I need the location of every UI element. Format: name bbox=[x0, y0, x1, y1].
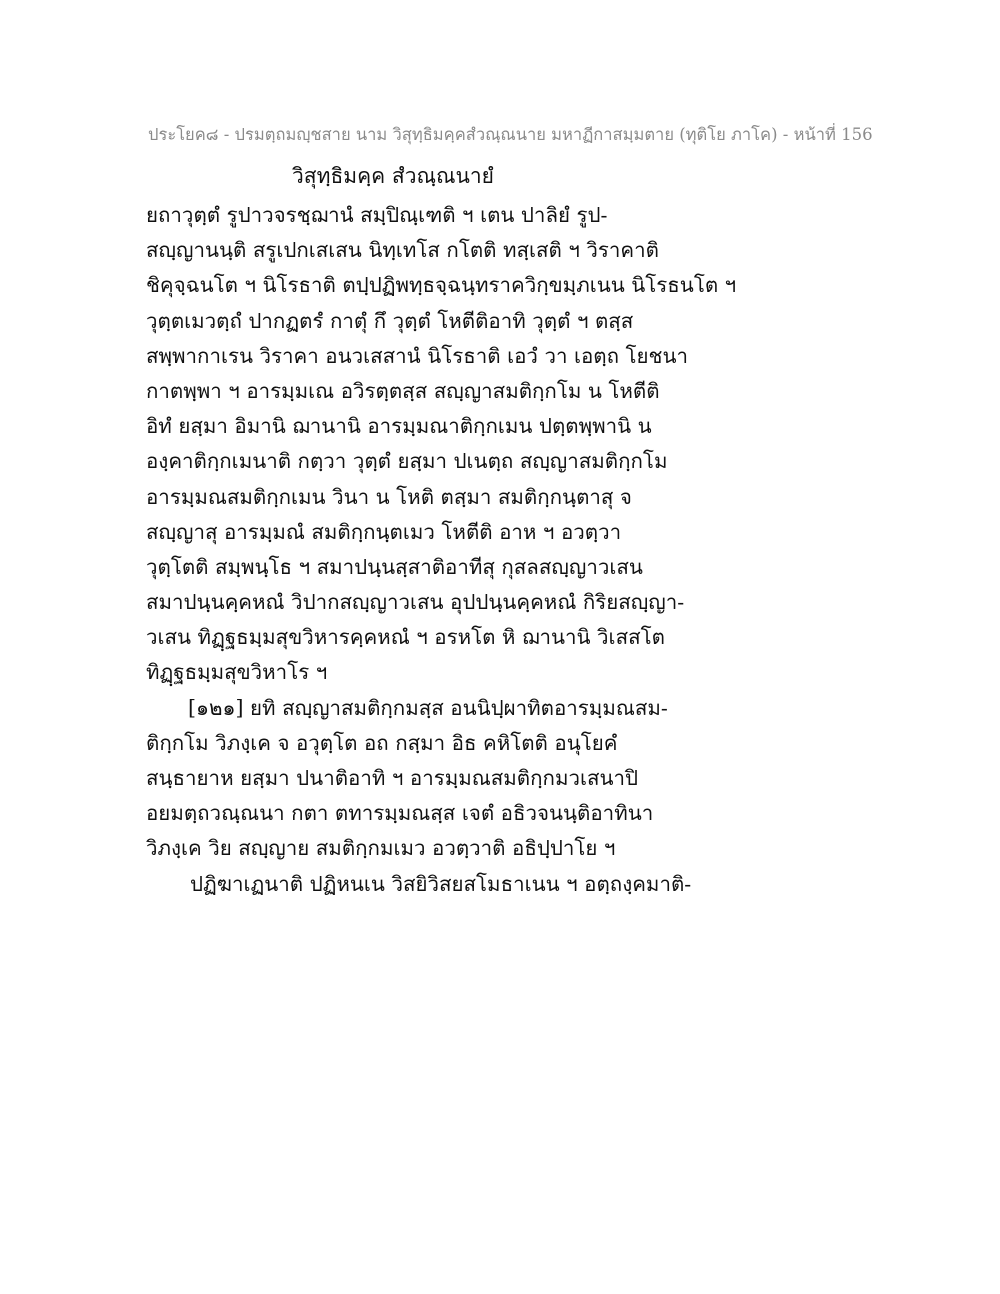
text-line: ยถาวุตฺตํ รูปาวจรชฺฌานํ สมฺปิณฺเฑติ ฯ เตน ปาลิยํ รูป- bbox=[146, 203, 608, 227]
text-line: องฺคาติกฺกเมนาติ กตฺวา วุตฺตํ ยสฺมา ปเนตฺถ สญฺญาสมติกฺกโม bbox=[146, 449, 668, 474]
text-line: ชิคุจฺฉนโต ฯ นิโรธาติ ตปฺปฏิพทฺธจฺฉนฺทราควิกฺขมฺภเนน นิโรธนโต ฯ bbox=[146, 273, 737, 298]
text-line: กาตพฺพา ฯ อารมฺมเณ อวิรตฺตสฺส สญฺญาสมติกฺกโม น โหตีติ bbox=[146, 378, 660, 403]
text-line: ติกฺกโม วิภงฺเค จ อวุตฺโต อถ กสฺมา อิธ คหิโตติ อนุโยคํ bbox=[146, 730, 618, 755]
text-line: วุตฺตเมวตฺถํ ปากฏตรํ กาตุํ กึ วุตฺตํ โหตีติอาทิ วุตฺตํ ฯ ตสฺส bbox=[146, 308, 634, 333]
paragraph-start-line: ปฏิฆาเฏนาติ ปฏิหนเน วิสยิวิสยสโมธาเนน ฯ อตฺถงฺคมาติ- bbox=[190, 871, 692, 896]
text-line: ทิฏฺฐธมฺมสุขวิหาโร ฯ bbox=[146, 660, 328, 685]
section-title: วิสุทฺธิมคฺค สํวณฺณนายํ bbox=[292, 164, 494, 188]
paragraph-start-line: [๑๒๑] ยทิ สญฺญาสมติกฺกมสฺส อนนิปฺผาทิตอารมฺมณสม- bbox=[188, 695, 668, 720]
text-line: อารมฺมณสมติกฺกเมน วินา น โหติ ตสฺมา สมติกฺกนฺตาสุ จ bbox=[146, 484, 632, 509]
text-line: สพฺพากาเรน วิราคา อนวเสสานํ นิโรธาติ เอวํ วา เอตฺถ โยชนา bbox=[146, 343, 688, 368]
running-header: ประโยค๘ - ปรมตฺถมญฺชสาย นาม วิสุทฺธิมคฺคสํวณฺณนาย มหาฏีกาสมฺมตาย (ทุติโย ภาโค) - หน้าที่ 156 bbox=[148, 125, 873, 144]
text-line: อยมตฺถวณฺณนา กตา ตทารมฺมณสฺส เจตํ อธิวจนนฺติอาทินา bbox=[146, 801, 654, 826]
text-line: สญฺญาสุ อารมฺมณํ สมติกฺกนฺตเมว โหตีติ อาห ฯ อวตฺวา bbox=[146, 519, 622, 544]
text-line: วุตฺโตติ สมฺพนฺโธ ฯ สมาปนฺนสฺสาติอาทีสุ กุสลสญฺญาวเสน bbox=[146, 554, 643, 579]
text-line: สนฺธายาห ยสฺมา ปนาติอาทิ ฯ อารมฺมณสมติกฺกมวเสนาปิ bbox=[146, 766, 639, 790]
body-text bbox=[146, 198, 866, 902]
text-line: สมาปนฺนคฺคหณํ วิปากสญฺญาวเสน อุปปนฺนคฺคหณํ กิริยสญฺญา- bbox=[146, 590, 685, 615]
text-line: วเสน ทิฏฺฐธมฺมสุขวิหารคฺคหณํ ฯ อรหโต หิ ฌานานิ วิเสสโต bbox=[146, 625, 665, 650]
text-line: สญฺญานนฺติ สรูเปกเสเสน นิทฺเทโส กโตติ ทสฺเสติ ฯ วิราคาติ bbox=[146, 238, 659, 263]
text-line: อิทํ ยสฺมา อิมานิ ฌานานิ อารมฺมณาติกฺกเมน ปตฺตพฺพานิ น bbox=[146, 414, 652, 439]
text-line: วิภงฺเค วิย สญฺญาย สมติกฺกมเมว อวตฺวาติ อธิปฺปาโย ฯ bbox=[146, 836, 616, 861]
